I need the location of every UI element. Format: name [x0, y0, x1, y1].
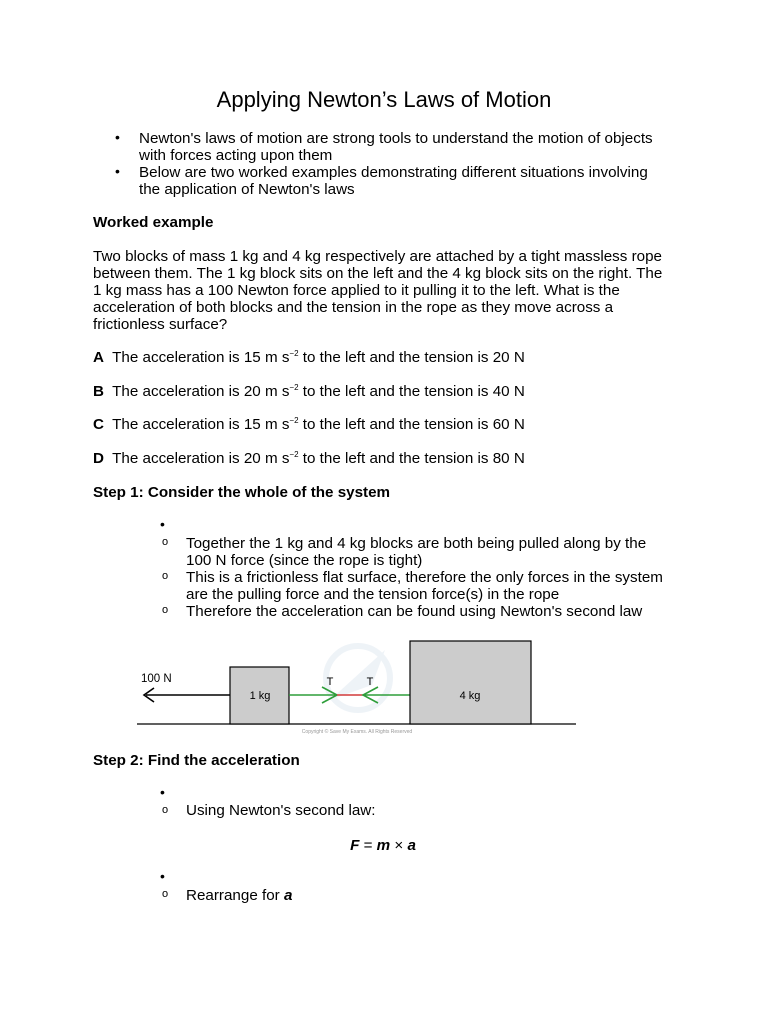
- worked-example-heading: Worked example: [93, 214, 214, 231]
- equation-m: m: [376, 837, 391, 854]
- equation-equals: =: [359, 837, 377, 854]
- option-letter: D: [93, 450, 104, 467]
- bullet-icon: •: [160, 516, 165, 532]
- option-text: The acceleration is 15 m s: [112, 349, 290, 366]
- block-4kg: [410, 641, 531, 724]
- rearrange-text: Rearrange for: [186, 887, 284, 904]
- option-exponent: −2: [289, 416, 299, 425]
- option-exponent: −2: [289, 383, 299, 392]
- option-a: [93, 349, 525, 366]
- option-letter: C: [93, 416, 104, 433]
- force-diagram: [0, 630, 768, 740]
- equation-a: a: [407, 837, 416, 854]
- tension-label-left: T: [326, 676, 334, 688]
- equation-F: F: [350, 837, 360, 854]
- circle-bullet-icon: o: [162, 536, 169, 548]
- circle-bullet-icon: o: [162, 888, 169, 900]
- option-letter: B: [93, 383, 104, 400]
- question-line-4: acceleration of both blocks and the tension in the rope as they move across a: [93, 299, 614, 316]
- step1-line-5: Therefore the acceleration can be found using Newton's second law: [186, 603, 643, 620]
- option-text: The acceleration is 20 m s: [112, 383, 290, 400]
- copyright-text: Copyright © Save My Exams. All Rights Reserved: [301, 729, 413, 735]
- block1-label: 1 kg: [249, 690, 271, 702]
- bullet-icon: •: [160, 868, 165, 884]
- option-text-end: to the left and the tension is 60 N: [298, 416, 525, 433]
- step2-heading: Step 2: Find the acceleration: [93, 752, 300, 769]
- question-line-2: between them. The 1 kg block sits on the left and the 4 kg block sits on the right. The: [93, 265, 663, 282]
- option-text-end: to the left and the tension is 40 N: [298, 383, 525, 400]
- intro-bullet-2-line-2: the application of Newton's laws: [139, 181, 355, 198]
- question-line-5: frictionless surface?: [93, 316, 228, 333]
- step1-line-2: 100 N force (since the rope is tight): [186, 552, 423, 569]
- intro-bullet-2-line-1: Below are two worked examples demonstrating different situations involving: [139, 164, 648, 181]
- question-line-3: 1 kg mass has a 100 Newton force applied to it pulling it to the left. What is the: [93, 282, 620, 299]
- option-text-end: to the left and the tension is 80 N: [298, 450, 525, 467]
- circle-bullet-icon: o: [162, 604, 169, 616]
- equation: [0, 837, 766, 854]
- step1-heading: Step 1: Consider the whole of the system: [93, 484, 391, 501]
- option-text-end: to the left and the tension is 20 N: [298, 349, 525, 366]
- force-label: 100 N: [141, 673, 172, 685]
- bullet-icon: •: [160, 784, 165, 800]
- bullet-icon: •: [115, 129, 120, 145]
- step1-line-4: are the pulling force and the tension force(s) in the rope: [186, 586, 560, 603]
- option-text: The acceleration is 20 m s: [112, 450, 290, 467]
- watermark-logo: [326, 646, 390, 710]
- circle-bullet-icon: o: [162, 570, 169, 582]
- block2-label: 4 kg: [459, 690, 481, 702]
- circle-bullet-icon: o: [162, 804, 169, 816]
- step1-line-3: This is a frictionless flat surface, therefore the only forces in the system: [186, 569, 663, 586]
- intro-bullet-1-line-1: Newton's laws of motion are strong tools to understand the motion of objects: [139, 130, 653, 147]
- option-letter: A: [93, 349, 104, 366]
- option-b: [93, 383, 525, 400]
- option-d: [93, 450, 525, 467]
- step2-line-1: Using Newton's second law:: [186, 802, 376, 819]
- rearrange-line: [186, 887, 292, 904]
- bullet-icon: •: [115, 163, 120, 179]
- tension-label-right: T: [366, 676, 374, 688]
- option-exponent: −2: [289, 450, 299, 459]
- step1-line-1: Together the 1 kg and 4 kg blocks are both being pulled along by the: [186, 535, 647, 552]
- equation-times: ×: [390, 837, 408, 854]
- question-line-1: Two blocks of mass 1 kg and 4 kg respectively are attached by a tight massless rope: [93, 248, 662, 265]
- option-c: [93, 416, 525, 433]
- page-title: Applying Newton’s Laws of Motion: [216, 87, 552, 112]
- option-text: The acceleration is 15 m s: [112, 416, 290, 433]
- rearrange-variable: a: [283, 887, 293, 904]
- intro-bullet-1-line-2: with forces acting upon them: [139, 147, 333, 164]
- option-exponent: −2: [289, 349, 299, 358]
